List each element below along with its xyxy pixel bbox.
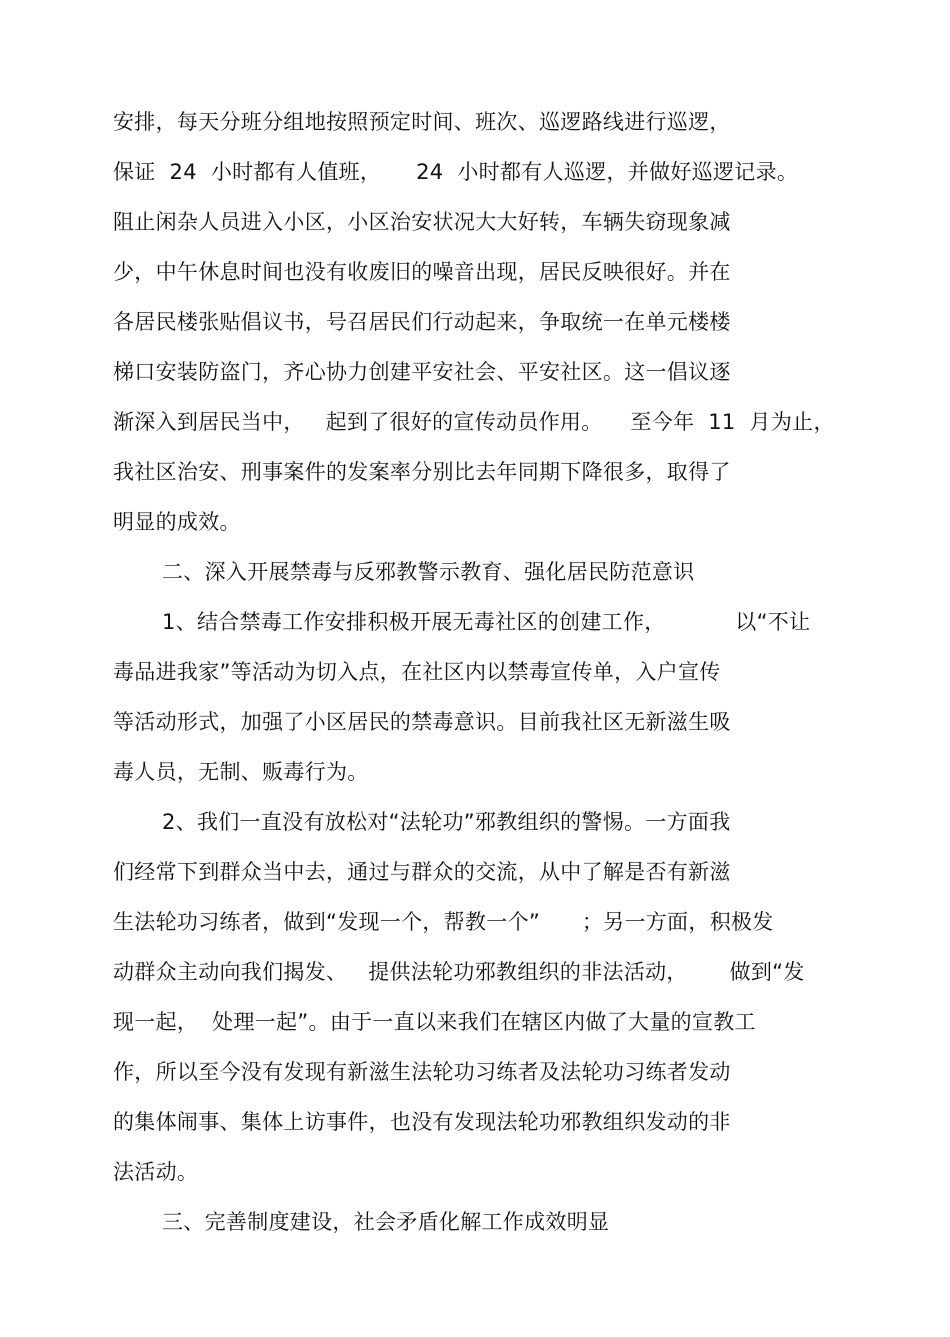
text-line: 等活动形式，加强了小区居民的禁毒意识。目前我社区无新滋生吸 — [113, 710, 731, 734]
text-line: 们经常下到群众当中去，通过与群众的交流，从中了解是否有新滋 — [113, 860, 731, 884]
text-line: 阻止闲杂人员进入小区，小区治安状况大大好转，车辆失窃现象减 — [113, 210, 731, 234]
text-line: 梯口安装防盗门，齐心协力创建平安社会、平安社区。这一倡议逐 — [113, 360, 731, 384]
text-line: 各居民楼张贴倡议书，号召居民们行动起来，争取统一在单元楼楼 — [113, 310, 731, 334]
section-heading: 二、深入开展禁毒与反邪教警示教育、强化居民防范意识 — [162, 560, 695, 584]
section-heading: 三、完善制度建设，社会矛盾化解工作成效明显 — [162, 1210, 610, 1234]
text-line: 保证 24 小时都有人值班， 24 小时都有人巡逻，并做好巡逻记录。 — [113, 160, 799, 184]
text-line: 动群众主动向我们揭发、 提供法轮功邪教组织的非法活动， 做到“发 — [113, 960, 805, 984]
text-line: 少，中午休息时间也没有收废旧的噪音出现，居民反映很好。并在 — [113, 260, 731, 284]
text-line: 我社区治安、刑事案件的发案率分别比去年同期下降很多，取得了 — [113, 460, 731, 484]
text-line: 明显的成效。 — [113, 510, 241, 534]
text-line: 的集体闹事、集体上访事件，也没有发现法轮功邪教组织发动的非 — [113, 1110, 731, 1134]
text-line: 作，所以至今没有发现有新滋生法轮功习练者及法轮功习练者发动 — [113, 1060, 731, 1084]
text-line: 1、结合禁毒工作安排积极开展无毒社区的创建工作， 以“不让 — [162, 610, 811, 634]
text-line: 生法轮功习练者，做到“发现一个，帮教一个” ；另一方面，积极发 — [113, 910, 774, 934]
text-line: 现一起， 处理一起”。由于一直以来我们在辖区内做了大量的宣教工 — [113, 1010, 756, 1034]
text-line: 安排，每天分班分组地按照预定时间、班次、巡逻路线进行巡逻， — [113, 110, 731, 134]
text-line: 毒人员，无制、贩毒行为。 — [113, 760, 369, 784]
text-line: 毒品进我家”等活动为切入点，在社区内以禁毒宣传单，入户宣传 — [113, 660, 721, 684]
text-line: 法活动。 — [113, 1160, 199, 1184]
text-line: 2、我们一直没有放松对“法轮功”邪教组织的警惕。一方面我 — [162, 810, 731, 834]
text-line: 渐深入到居民当中， 起到了很好的宣传动员作用。 至今年 11 月为止， — [113, 410, 835, 434]
